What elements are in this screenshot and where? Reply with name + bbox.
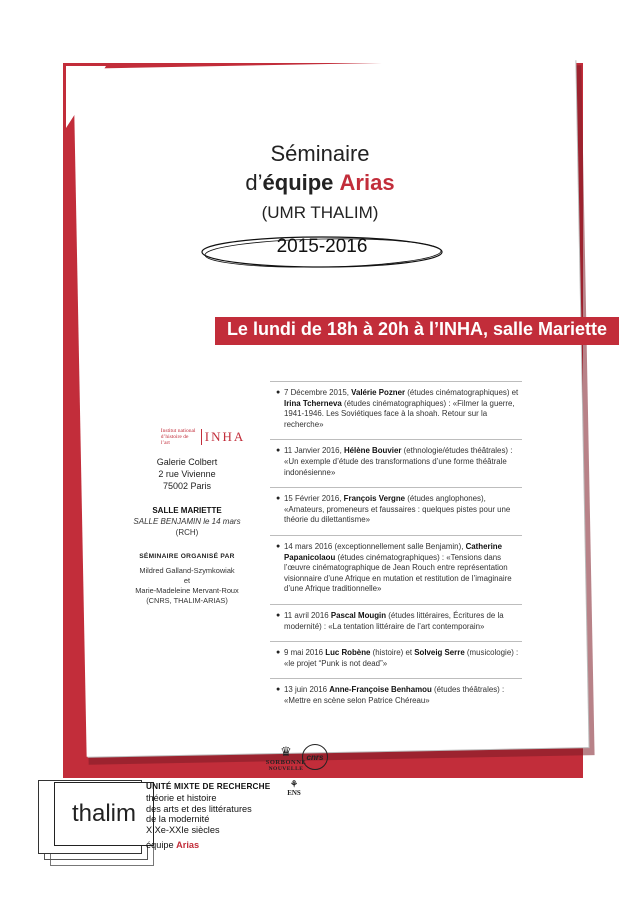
crest-icon: ♛ — [280, 744, 292, 759]
room-alternate: SALLE BENJAMIN le 14 mars — [133, 517, 241, 526]
bullet-icon: ● — [276, 389, 281, 396]
umr-heading: UNITÉ MIXTE DE RECHERCHE — [146, 782, 271, 791]
title-line-2: d’équipe Arias — [245, 170, 395, 195]
inha-logo-small-text: Institut national d’histoire de l’art — [160, 428, 196, 446]
inha-logo-big-text: INHA — [201, 429, 246, 445]
room-name: SALLE MARIETTE — [152, 506, 222, 515]
umr-line: théorie et histoire — [146, 792, 217, 803]
session-item: ● 7 Décembre 2015, Valérie Pozner (études cinématographiques) et Irina Tcherneva (études cinématographiques) : «Filmer la guerre, 1941-1946. Les Soviétiques face à la shoah. Retour sur la recherche» — [270, 381, 522, 439]
folded-corner — [66, 66, 106, 128]
bullet-icon: ● — [276, 447, 281, 455]
organized-by-label: SÉMINAIRE ORGANISÉ PAR — [139, 553, 235, 560]
umr-line: des arts et des littératures — [146, 803, 252, 814]
inha-logo — [144, 428, 262, 446]
address-line: 75002 Paris — [162, 481, 212, 491]
organizer-line: Marie-Madeleine Mervant-Roux — [135, 586, 239, 595]
umr-line: de la modernité — [146, 814, 210, 825]
ens-logo: ⚘ ENS — [284, 779, 304, 797]
umr-line: XIXe-XXIe siècles — [146, 825, 220, 836]
title-line-1: Séminaire — [270, 141, 370, 166]
footer — [28, 742, 448, 862]
title-line-3: (UMR THALIM) — [261, 203, 379, 222]
bullet-icon: ● — [276, 611, 281, 619]
bullet-icon: ● — [276, 686, 281, 694]
session-item: ● 11 Janvier 2016, Hélène Bouvier (ethnologie/études théâtrales) : «Un exemple d’étude des transformations d’une forme théâtrale indonésienne» — [270, 439, 522, 487]
organizers — [112, 566, 262, 606]
session-item: ● 14 mars 2016 (exceptionnellement salle Benjamin), Catherine Papanicolaou (études cinématographiques) : «Tensions dans l’œuvre cinématographique de Jean Rouch entre représentation visionnaire d’une Afrique en mutation et restitution de l’imaginaire d’une Afrique traditionnelle» — [270, 535, 522, 604]
session-item: ● 15 Février 2016, François Vergne (études anglophones), «Amateurs, promeneurs et faussaires : quelques pistes pour une théorie du dilettantisme» — [270, 487, 522, 535]
address-line: 2 rue Vivienne — [158, 469, 216, 479]
session-item: ● 11 avril 2016 Pascal Mougin (études littéraires, Écritures de la modernité) : «La tentation littéraire de l’art contemporain» — [270, 604, 522, 641]
bullet-icon: ● — [276, 495, 281, 503]
room-note: (RCH) — [175, 528, 199, 537]
session-list — [270, 381, 522, 715]
schedule-banner-text: Le lundi de 18h à 20h à l’INHA, salle Mariette — [226, 319, 608, 339]
thalim-logo: thalim — [54, 782, 154, 846]
session-item: ● 9 mai 2016 Luc Robène (histoire) et Solveig Serre (musicologie) : «le projet “Punk is not dead”» — [270, 641, 522, 678]
session-item: ● 13 juin 2016 Anne-Françoise Benhamou (études théâtrales) : «Mettre en scène selon Patrice Chéreau» — [270, 678, 522, 715]
sorbonne-nouvelle-logo: ♛ SORBONNE NOUVELLE — [258, 745, 314, 772]
umr-description — [146, 782, 346, 851]
organizer-line: (CNRS, THALIM-ARIAS) — [146, 596, 228, 605]
organizer-line: Mildred Galland-Szymkowiak — [139, 566, 235, 575]
cnrs-logo: cnrs — [302, 744, 328, 770]
team-label: équipe Arias — [146, 839, 200, 850]
seminar-title — [190, 140, 450, 226]
address-line: Galerie Colbert — [156, 457, 218, 467]
venue-info — [112, 428, 262, 606]
academic-year: 2015-2016 — [276, 236, 368, 257]
bullet-icon: ● — [276, 649, 281, 657]
ens-mark-icon: ⚘ — [289, 779, 299, 789]
team-name: Arias — [339, 170, 395, 195]
organizer-line: et — [183, 576, 191, 585]
bullet-icon: ● — [276, 542, 281, 550]
